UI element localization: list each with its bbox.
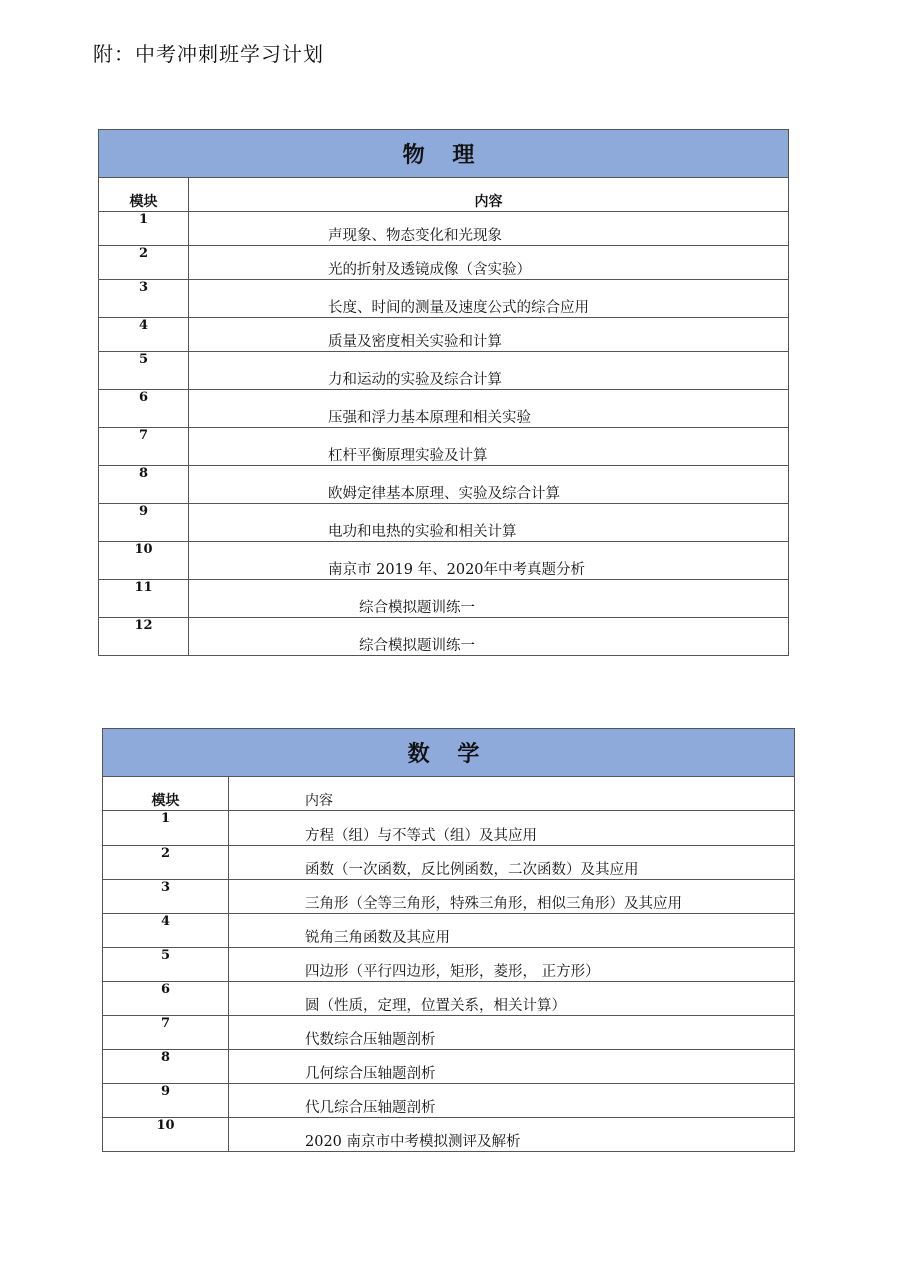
module-number: 7 — [99, 428, 189, 466]
table-row — [99, 390, 789, 428]
module-content: 2020 南京市中考模拟测评及解析 — [229, 1118, 795, 1152]
module-content: 综合模拟题训练一 — [189, 618, 789, 656]
module-content: 三角形（全等三角形，特殊三角形，相似三角形）及其应用 — [229, 880, 795, 914]
physics-title-row — [99, 130, 789, 178]
table-row — [103, 948, 795, 982]
table-row — [103, 1118, 795, 1152]
physics-column-module: 模块 — [99, 178, 189, 212]
module-content: 函数（一次函数，反比例函数，二次函数）及其应用 — [229, 846, 795, 880]
module-content: 代几综合压轴题剖析 — [229, 1084, 795, 1118]
table-row — [99, 212, 789, 246]
module-number: 1 — [103, 811, 229, 846]
module-content: 南京市 2019 年、2020年中考真题分析 — [189, 542, 789, 580]
table-row — [99, 580, 789, 618]
module-content: 力和运动的实验及综合计算 — [189, 352, 789, 390]
module-number: 11 — [99, 580, 189, 618]
module-content: 质量及密度相关实验和计算 — [189, 318, 789, 352]
math-column-module: 模块 — [103, 777, 229, 811]
table-row — [99, 504, 789, 542]
module-number: 7 — [103, 1016, 229, 1050]
table-row — [99, 280, 789, 318]
module-number: 12 — [99, 618, 189, 656]
table-row — [99, 352, 789, 390]
math-table — [102, 728, 795, 1152]
table-row — [103, 811, 795, 846]
math-title-row — [103, 729, 795, 777]
module-number: 8 — [103, 1050, 229, 1084]
table-row — [99, 428, 789, 466]
table-row — [103, 1084, 795, 1118]
module-number: 6 — [103, 982, 229, 1016]
module-content: 压强和浮力基本原理和相关实验 — [189, 390, 789, 428]
module-number: 8 — [99, 466, 189, 504]
table-row — [99, 466, 789, 504]
module-number: 4 — [99, 318, 189, 352]
math-column-header-row — [103, 777, 795, 811]
math-column-content: 内容 — [229, 777, 795, 811]
physics-title: 物 理 — [99, 130, 789, 178]
table-row — [103, 1050, 795, 1084]
module-content: 欧姆定律基本原理、实验及综合计算 — [189, 466, 789, 504]
module-number: 10 — [103, 1118, 229, 1152]
physics-column-content: 内容 — [189, 178, 789, 212]
table-row — [99, 542, 789, 580]
module-number: 2 — [103, 846, 229, 880]
table-row — [103, 982, 795, 1016]
module-content: 方程（组）与不等式（组）及其应用 — [229, 811, 795, 846]
module-content: 电功和电热的实验和相关计算 — [189, 504, 789, 542]
module-content: 几何综合压轴题剖析 — [229, 1050, 795, 1084]
module-number: 6 — [99, 390, 189, 428]
module-content: 代数综合压轴题剖析 — [229, 1016, 795, 1050]
module-number: 3 — [99, 280, 189, 318]
module-number: 2 — [99, 246, 189, 280]
module-content: 长度、时间的测量及速度公式的综合应用 — [189, 280, 789, 318]
module-number: 5 — [103, 948, 229, 982]
module-number: 9 — [99, 504, 189, 542]
module-number: 3 — [103, 880, 229, 914]
table-row — [103, 846, 795, 880]
module-content: 光的折射及透镜成像（含实验） — [189, 246, 789, 280]
module-content: 四边形（平行四边形，矩形，菱形， 正方形） — [229, 948, 795, 982]
table-row — [103, 914, 795, 948]
table-row — [99, 318, 789, 352]
module-content: 综合模拟题训练一 — [189, 580, 789, 618]
table-row — [103, 1016, 795, 1050]
module-number: 9 — [103, 1084, 229, 1118]
table-row — [99, 618, 789, 656]
module-number: 4 — [103, 914, 229, 948]
table-row — [103, 880, 795, 914]
module-number: 10 — [99, 542, 189, 580]
physics-column-header-row — [99, 178, 789, 212]
math-title: 数 学 — [103, 729, 795, 777]
physics-table — [98, 129, 789, 656]
page-title: 附：中考冲刺班学习计划 — [93, 42, 324, 66]
module-content: 圆（性质，定理，位置关系，相关计算） — [229, 982, 795, 1016]
table-row — [99, 246, 789, 280]
module-number: 5 — [99, 352, 189, 390]
module-content: 声现象、物态变化和光现象 — [189, 212, 789, 246]
module-number: 1 — [99, 212, 189, 246]
module-content: 杠杆平衡原理实验及计算 — [189, 428, 789, 466]
module-content: 锐角三角函数及其应用 — [229, 914, 795, 948]
